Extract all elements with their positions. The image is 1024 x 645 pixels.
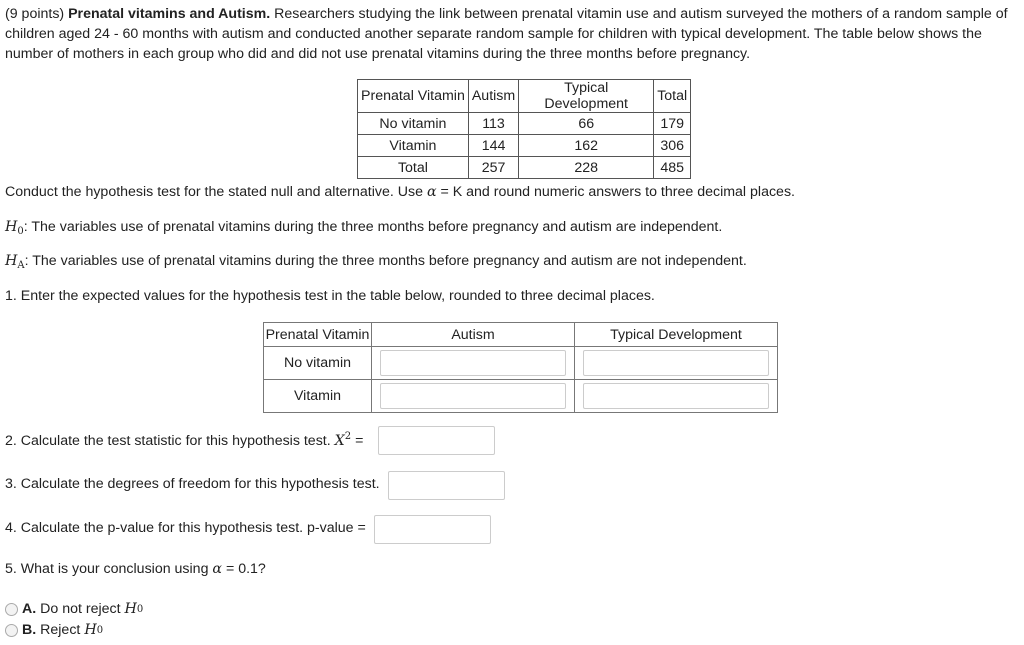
option-text: Reject xyxy=(40,622,81,638)
table-row xyxy=(264,380,778,413)
h-subscript: 0 xyxy=(17,226,24,237)
h-symbol: H xyxy=(5,253,18,269)
instructions-text-2: = K and round numeric answers to three decimal places. xyxy=(440,184,795,200)
h-symbol: H xyxy=(5,219,18,235)
radio-button[interactable] xyxy=(5,624,18,637)
chi-square-exponent: 2 xyxy=(344,431,352,442)
cell xyxy=(372,347,575,380)
option-a[interactable] xyxy=(5,601,143,617)
expected-no-vitamin-typical-input[interactable] xyxy=(583,350,769,376)
expected-no-vitamin-autism-input[interactable] xyxy=(380,350,566,376)
question-2 xyxy=(5,431,363,449)
col-header: Prenatal Vitamin xyxy=(358,80,469,113)
cell: 162 xyxy=(519,135,654,157)
option-text: Do not reject xyxy=(40,601,121,617)
h-subscript: A xyxy=(17,260,25,271)
table-header-row xyxy=(358,80,691,113)
table-row xyxy=(358,157,691,179)
option-b[interactable] xyxy=(5,622,103,638)
cell: 113 xyxy=(468,113,518,135)
cell: 306 xyxy=(654,135,691,157)
cell xyxy=(575,347,778,380)
points-label: (9 points) xyxy=(5,6,65,22)
test-statistic-input[interactable] xyxy=(378,426,495,455)
cell: 179 xyxy=(654,113,691,135)
question-4: 4. Calculate the p-value for this hypothesis test. p-value = xyxy=(5,520,366,536)
col-header: Typical Development xyxy=(575,323,778,347)
table-header-row xyxy=(264,323,778,347)
cell: 228 xyxy=(519,157,654,179)
chi-square-symbol: X xyxy=(334,433,345,449)
col-header: Autism xyxy=(372,323,575,347)
table-row xyxy=(264,347,778,380)
row-label: Total xyxy=(358,157,469,179)
expected-values-table xyxy=(263,322,778,413)
row-label: No vitamin xyxy=(358,113,469,135)
h-symbol: H xyxy=(124,601,137,617)
problem-intro xyxy=(5,4,1017,64)
cell xyxy=(575,380,778,413)
question-5 xyxy=(5,561,266,577)
degrees-of-freedom-input[interactable] xyxy=(388,471,505,500)
question-5-text: 5. What is your conclusion using xyxy=(5,561,209,577)
instructions-text: Conduct the hypothesis test for the stated null and alternative. Use xyxy=(5,184,423,200)
row-label: No vitamin xyxy=(264,347,372,380)
null-hypothesis xyxy=(5,219,722,237)
alternative-hypothesis xyxy=(5,253,747,271)
expected-vitamin-typical-input[interactable] xyxy=(583,383,769,409)
h-subscript: 0 xyxy=(136,603,144,615)
option-letter: B. xyxy=(22,622,37,638)
col-header: Autism xyxy=(468,80,518,113)
row-label: Vitamin xyxy=(264,380,372,413)
problem-title: Prenatal vitamins and Autism. xyxy=(68,6,271,22)
col-header: Total xyxy=(654,80,691,113)
h-symbol: H xyxy=(84,622,97,638)
question-3: 3. Calculate the degrees of freedom for this hypothesis test. xyxy=(5,476,380,492)
alternative-hypothesis-text: : The variables use of prenatal vitamins during the three months before pregnancy and autism are not independent. xyxy=(24,253,747,269)
question-1: 1. Enter the expected values for the hypothesis test in the table below, rounded to three decimal places. xyxy=(5,288,655,304)
question-5-tail: = 0.1? xyxy=(225,561,266,577)
col-header: Typical Development xyxy=(519,80,654,113)
h-subscript: 0 xyxy=(96,624,104,636)
instructions xyxy=(5,184,795,200)
observed-table xyxy=(357,79,691,179)
question-2-text: 2. Calculate the test statistic for this hypothesis test. xyxy=(5,433,331,449)
cell: 257 xyxy=(468,157,518,179)
col-header: Prenatal Vitamin xyxy=(264,323,372,347)
row-label: Vitamin xyxy=(358,135,469,157)
option-letter: A. xyxy=(22,601,37,617)
p-value-input[interactable] xyxy=(374,515,491,544)
null-hypothesis-text: : The variables use of prenatal vitamins during the three months before pregnancy and autism are independent. xyxy=(23,219,723,235)
radio-button[interactable] xyxy=(5,603,18,616)
cell: 144 xyxy=(468,135,518,157)
alpha-symbol: α xyxy=(212,561,223,577)
equals-sign: = xyxy=(355,433,364,449)
cell: 485 xyxy=(654,157,691,179)
expected-vitamin-autism-input[interactable] xyxy=(380,383,566,409)
cell xyxy=(372,380,575,413)
problem-text: Researchers studying the link between prenatal vitamin use and autism surveyed the mothers of a random sample of children aged 24 - 60 months with autism and conducted another separate random sample for children with typical development. The table below shows the number of mothers in each group who did and did not use prenatal vitamins during the three months before pregnancy. xyxy=(5,6,1008,62)
alpha-symbol: α xyxy=(426,184,437,200)
table-row xyxy=(358,135,691,157)
table-row xyxy=(358,113,691,135)
cell: 66 xyxy=(519,113,654,135)
